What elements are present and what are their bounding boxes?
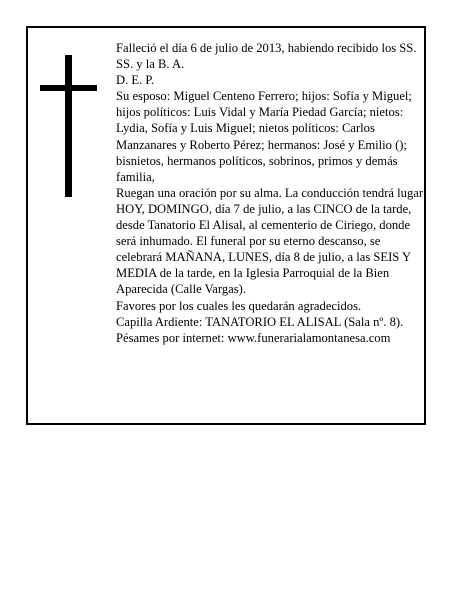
cross-icon xyxy=(40,55,97,197)
chapel-line: Capilla Ardiente: TANATORIO EL ALISAL (Sala nº. 8). xyxy=(116,314,404,329)
funeral-details: Ruegan una oración por su alma. La conducción tendrá lugar HOY, DOMINGO, día 7 de julio, a las CINCO de la tarde, desde Tanatorio El Alisal, al cementerio de Ciriego, donde será inhumado. El funeral por su eterno descanso, se celebrará MAÑANA, LUNES, día 8 de julio, a las SEIS Y MEDIA de la tarde, en la Iglesia Parroquial de la Bien Aparecida (Calle Vargas). xyxy=(116,185,424,297)
condolences-line: Pésames por internet: www.funerarialamontanesa.com xyxy=(116,330,391,345)
death-announcement: Falleció el día 6 de julio de 2013, habiendo recibido los SS. SS. y la B. A. xyxy=(116,41,417,72)
cross-horizontal-bar xyxy=(40,85,97,91)
obituary-notice xyxy=(26,26,426,425)
notice-text xyxy=(116,40,424,346)
family-list: Su esposo: Miguel Centeno Ferrero; hijos: Sofía y Miguel; hijos políticos: Luis Vidal y María Piedad García; nietos: Lydia, Sofía y Luis Miguel; nietos políticos: Carlos Manzanares y Roberto Pérez; hermanos: José y Emilio (); bisnietos, hermanos políticos, sobrinos, primos y demás familia, xyxy=(116,89,412,184)
thanks-line: Favores por los cuales les quedarán agradecidos. xyxy=(116,298,362,313)
rip-line: D. E. P. xyxy=(116,73,155,88)
cross-vertical-bar xyxy=(65,55,72,197)
